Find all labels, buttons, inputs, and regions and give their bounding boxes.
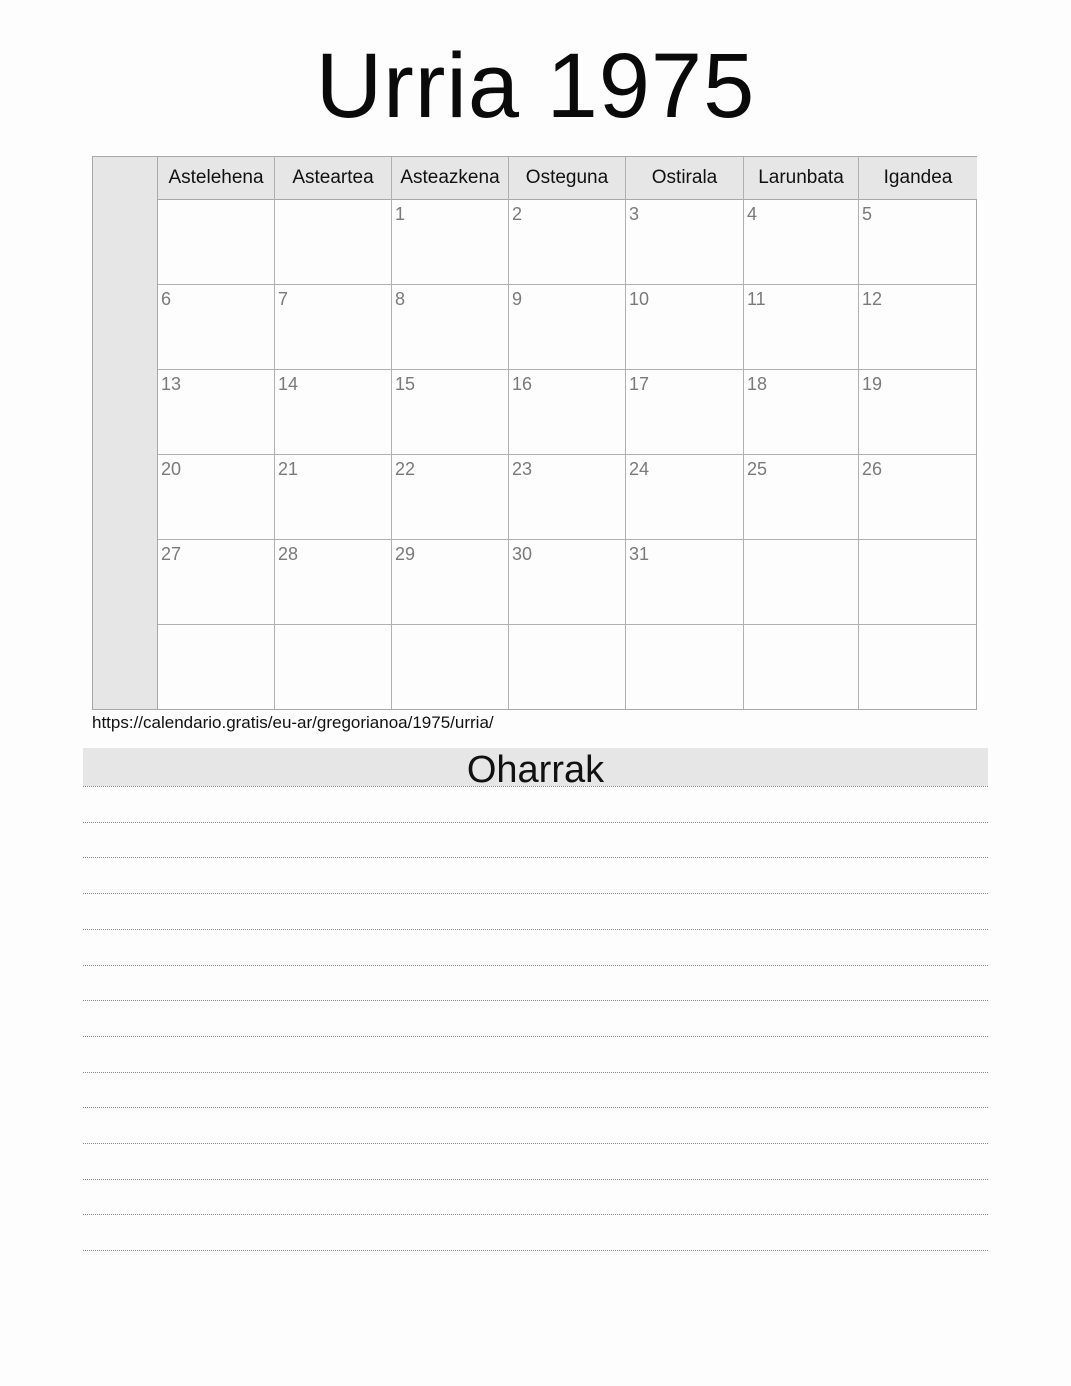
day-cell	[509, 200, 626, 285]
day-cell	[275, 200, 392, 285]
day-cell	[509, 370, 626, 455]
day-number: 20	[161, 459, 182, 479]
page-title: Urria 1975	[315, 35, 756, 137]
day-cell	[392, 540, 509, 625]
week-number-column	[93, 157, 158, 709]
day-cell	[392, 455, 509, 540]
day-number: 21	[278, 459, 299, 479]
day-cell	[859, 455, 977, 540]
note-line	[83, 857, 988, 858]
note-line	[83, 1214, 988, 1215]
day-number: 10	[629, 289, 650, 309]
note-line	[83, 1036, 988, 1037]
day-cell	[509, 540, 626, 625]
day-number: 1	[395, 204, 406, 224]
day-cell	[275, 455, 392, 540]
day-number: 5	[862, 204, 873, 224]
day-number: 23	[512, 459, 533, 479]
day-number: 27	[161, 544, 182, 564]
day-cell	[626, 625, 744, 709]
day-number: 2	[512, 204, 523, 224]
day-number: 4	[747, 204, 758, 224]
source-url[interactable]: https://calendario.gratis/eu-ar/gregorianoa/1975/urria/	[92, 713, 494, 732]
weekday-header: Astelehena	[158, 157, 275, 200]
day-number: 7	[278, 289, 289, 309]
note-line	[83, 1179, 988, 1180]
day-number: 29	[395, 544, 416, 564]
note-line	[83, 1107, 988, 1108]
calendar-grid	[158, 157, 976, 709]
day-cell	[626, 370, 744, 455]
day-cell	[158, 200, 275, 285]
weekday-header: Igandea	[859, 157, 977, 200]
day-cell	[509, 625, 626, 709]
weekday-header: Asteartea	[275, 157, 392, 200]
weekday-header: Osteguna	[509, 157, 626, 200]
day-number: 28	[278, 544, 299, 564]
day-number: 3	[629, 204, 640, 224]
note-line	[83, 929, 988, 930]
day-cell	[392, 370, 509, 455]
note-line	[83, 822, 988, 823]
day-cell	[859, 370, 977, 455]
day-cell	[744, 625, 859, 709]
day-number: 18	[747, 374, 768, 394]
month-calendar	[92, 156, 977, 710]
day-number: 15	[395, 374, 416, 394]
day-cell	[275, 370, 392, 455]
day-cell	[626, 200, 744, 285]
day-cell	[392, 285, 509, 370]
day-cell	[859, 200, 977, 285]
day-cell	[509, 285, 626, 370]
day-cell	[158, 285, 275, 370]
day-cell	[744, 540, 859, 625]
note-line	[83, 1000, 988, 1001]
day-cell	[626, 540, 744, 625]
day-cell	[275, 285, 392, 370]
day-number: 22	[395, 459, 416, 479]
day-number: 24	[629, 459, 650, 479]
day-cell	[744, 370, 859, 455]
day-number: 13	[161, 374, 182, 394]
weekday-header: Ostirala	[626, 157, 744, 200]
day-number: 19	[862, 374, 883, 394]
weekday-header: Asteazkena	[392, 157, 509, 200]
notes-title: Oharrak	[83, 748, 988, 786]
day-cell	[158, 455, 275, 540]
day-cell	[626, 285, 744, 370]
day-cell	[392, 200, 509, 285]
day-number: 31	[629, 544, 650, 564]
note-line	[83, 893, 988, 894]
note-line	[83, 786, 988, 787]
day-number: 8	[395, 289, 406, 309]
day-number: 26	[862, 459, 883, 479]
day-cell	[859, 540, 977, 625]
note-line	[83, 1143, 988, 1144]
day-number: 30	[512, 544, 533, 564]
day-cell	[744, 200, 859, 285]
day-cell	[275, 540, 392, 625]
day-cell	[392, 625, 509, 709]
day-cell	[158, 370, 275, 455]
day-cell	[158, 540, 275, 625]
day-number: 6	[161, 289, 172, 309]
day-cell	[859, 625, 977, 709]
day-number: 12	[862, 289, 883, 309]
note-line	[83, 1072, 988, 1073]
weekday-header: Larunbata	[744, 157, 859, 200]
day-number: 11	[747, 289, 766, 309]
day-number: 16	[512, 374, 533, 394]
day-cell	[509, 455, 626, 540]
day-cell	[275, 625, 392, 709]
day-number: 14	[278, 374, 299, 394]
day-cell	[626, 455, 744, 540]
day-cell	[859, 285, 977, 370]
day-cell	[158, 625, 275, 709]
day-number: 25	[747, 459, 768, 479]
day-cell	[744, 455, 859, 540]
note-line	[83, 1250, 988, 1251]
day-number: 9	[512, 289, 523, 309]
day-number: 17	[629, 374, 650, 394]
note-line	[83, 965, 988, 966]
day-cell	[744, 285, 859, 370]
